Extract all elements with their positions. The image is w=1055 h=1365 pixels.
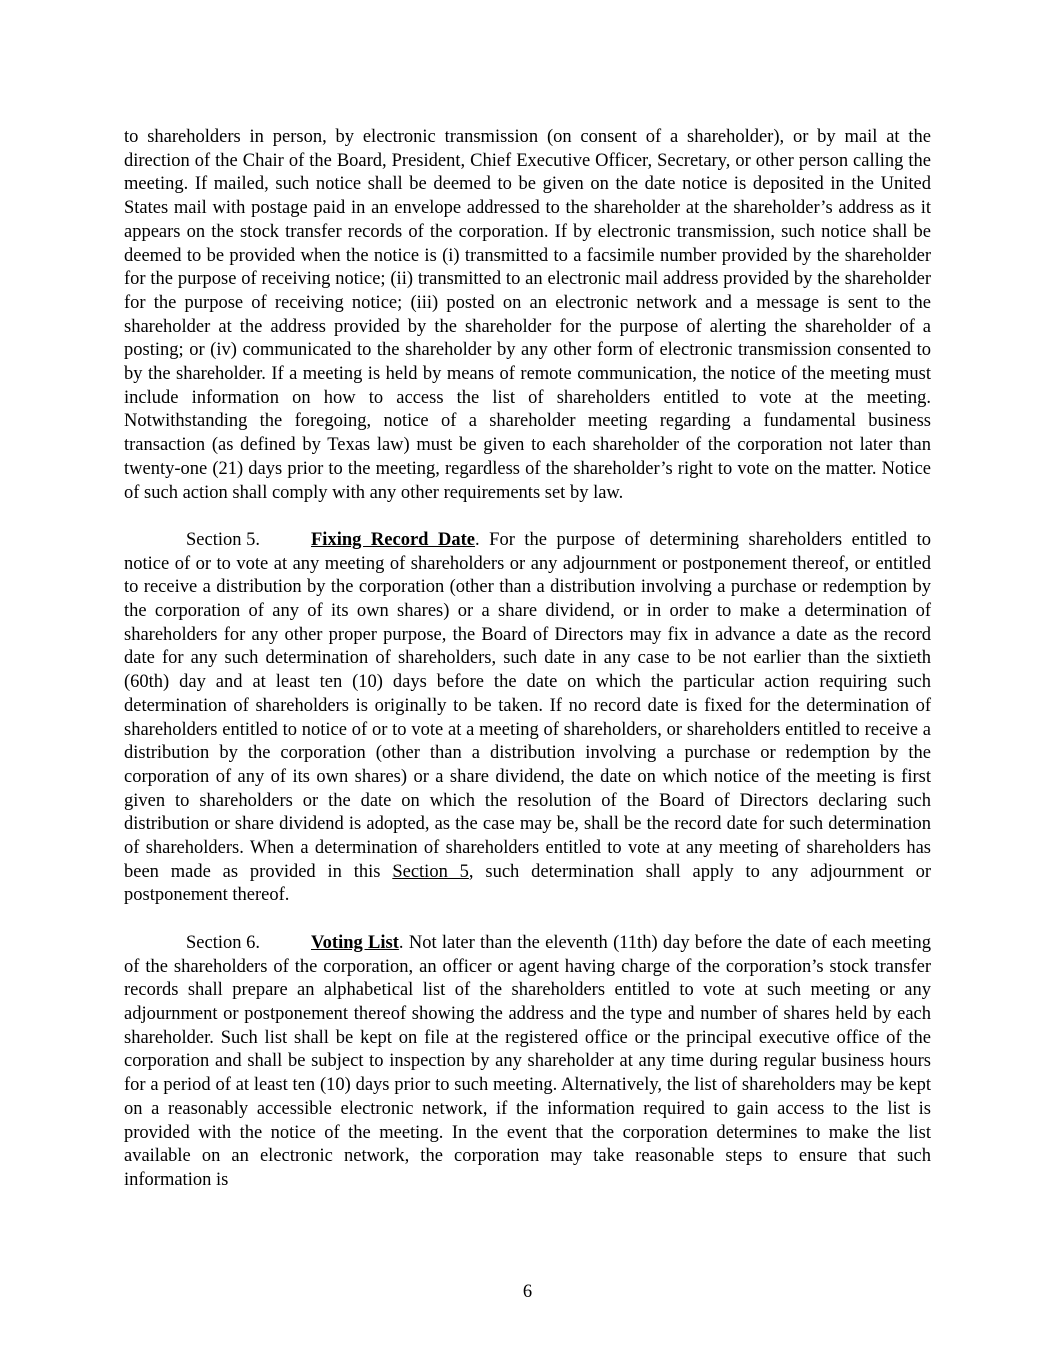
section-6-body: . Not later than the eleventh (11th) day before the date of each meeting of the shareholders of the corporation, an officer or agent having charge of the corporation’s stock transfer records shall prepare an alphabetical list of the shareholders entitled to vote at such meeting or any adjournment or postponement thereof showing the address and the type and number of shares held by each shareholder. Such list shall be kept on file at the registered office or the principal executive office of the corporation and shall be subject to inspection by any shareholder at any time during regular business hours for a period of at least ten (10) days prior to such meeting. Alternatively, the list of shareholders may be kept on a reasonably accessible electronic network, if the information required to gain access to the list is provided with the notice of the meeting. In the event that the corporation determines to make the list available on an electronic network, the corporation may take reasonable steps to ensure that such information is <box>124 932 931 1190</box>
continued-paragraph: to shareholders in person, by electronic transmission (on consent of a shareholder), or by mail at the direction of the Chair of the Board, President, Chief Executive Officer, Secretary, or other person calling the meeting. If mailed, such notice shall be deemed to be given on the date notice is deposited in the United States mail with postage paid in an envelope addressed to the shareholder at the shareholder’s address as it appears on the stock transfer records of the corporation. If by electronic transmission, such notice shall be deemed to be provided when the notice is (i) transmitted to a facsimile number provided by the shareholder for the purpose of receiving notice; (ii) transmitted to an electronic mail address provided by the shareholder for the purpose of receiving notice; (iii) posted on an electronic network and a message is sent to the shareholder at the address provided by the shareholder for the purpose of alerting the shareholder of a posting; or (iv) communicated to the shareholder by any other form of electronic transmission consented to by the shareholder. If a meeting is held by means of remote communication, the notice of the meeting must include information on how to access the list of shareholders entitled to vote at the meeting. Notwithstanding the foregoing, notice of a shareholder meeting regarding a fundamental business transaction (as defined by Texas law) must be given to each shareholder of the corporation not later than twenty-one (21) days prior to the meeting, regardless of the shareholder’s right to vote on the matter. Notice of such action shall comply with any other requirements set by law. <box>124 127 931 503</box>
section-6-heading: Voting List <box>311 932 399 953</box>
section-5-body-part-2: , such determination shall apply to any adjournment or postponement thereof. <box>124 861 931 906</box>
section-6-number: Section 6. <box>186 932 260 953</box>
page-number: 6 <box>522 1282 533 1302</box>
document-page <box>124 126 931 1193</box>
section-5-body-part-1: . For the purpose of determining shareholders entitled to notice of or to vote at any meeting of shareholders or any adjournment or postponement thereof, or entitled to receive a distribution by the corporation (other than a distribution involving a purchase or redemption by the corporation of any of its own shares) or a share dividend, or in order to make a determination of shareholders for any other proper purpose, the Board of Directors may fix in advance a date as the record date for any such determination of shareholders, such date in any case to be not earlier than the sixtieth (60th) day and at least ten (10) days before the date on which the particular action requiring such determination of shareholders is originally to be taken. If no record date is fixed for the determination of shareholders entitled to notice of or to vote at a meeting of shareholders, or shareholders entitled to receive a distribution by the corporation (other than a distribution involving a purchase or redemption by the corporation of any of its own shares) or a share dividend, the date on which notice of the meeting is first given to shareholders or the date on which the resolution of the Board of Directors declaring such distribution or share dividend is adopted, as the case may be, shall be the record date for such determination of shareholders. When a determination of shareholders entitled to vote at any meeting of shareholders has been made as provided in this <box>124 529 931 882</box>
section-5-paragraph <box>124 529 931 908</box>
section-5-number: Section 5. <box>186 529 260 550</box>
section-5-heading: Fixing Record Date <box>311 529 475 550</box>
section-5-cross-reference: Section 5 <box>392 861 469 882</box>
section-6-paragraph <box>124 932 931 1193</box>
